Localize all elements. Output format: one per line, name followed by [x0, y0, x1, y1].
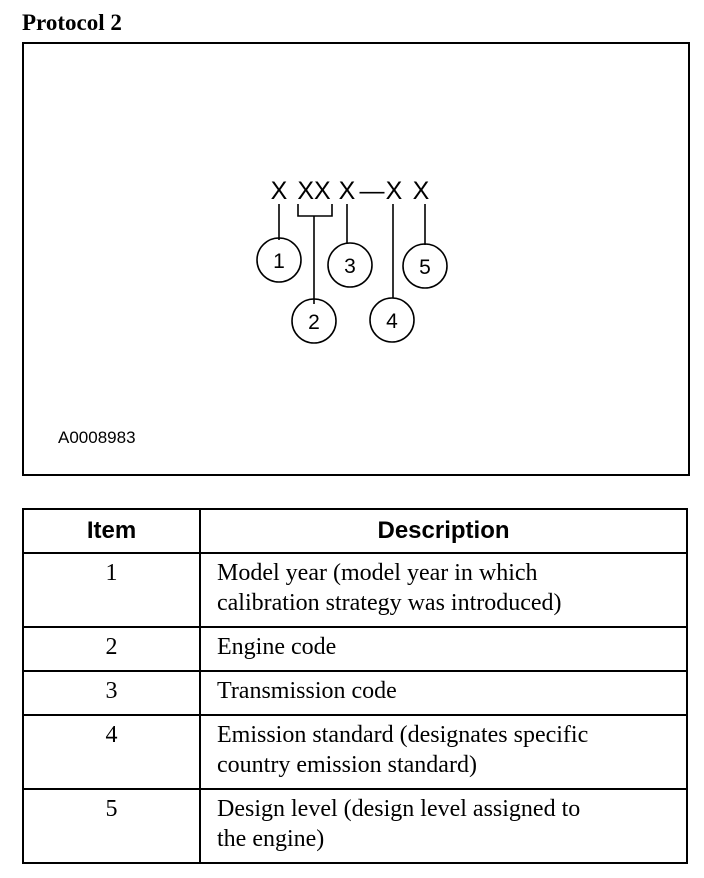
- code-char-5: X: [412, 177, 430, 205]
- table-row: [23, 715, 687, 789]
- item-number: 4: [23, 715, 200, 789]
- code-char-3: X: [338, 177, 356, 205]
- item-number: 2: [23, 627, 200, 671]
- bracket-2: [298, 204, 332, 216]
- code-char-2: XX: [297, 177, 331, 205]
- description-line: Design level (design level assigned to: [217, 796, 581, 822]
- table-row: [23, 671, 687, 715]
- description-line: Transmission code: [217, 678, 397, 704]
- description-table: [22, 508, 688, 864]
- table-row: [23, 789, 687, 863]
- item-number: 3: [23, 671, 200, 715]
- vin-code-figure: [22, 42, 690, 476]
- description-line: Model year (model year in which: [217, 560, 538, 586]
- table-header-row: [23, 509, 687, 553]
- item-description: [200, 553, 687, 627]
- table-row: [23, 627, 687, 671]
- callout-number-1: 1: [273, 250, 285, 273]
- description-line: calibration strategy was introduced): [217, 590, 562, 616]
- figure-id: A0008983: [58, 428, 136, 447]
- item-number: 1: [23, 553, 200, 627]
- description-line: Engine code: [217, 634, 337, 660]
- code-diagram: [24, 44, 688, 474]
- item-number: 5: [23, 789, 200, 863]
- callout-number-3: 3: [344, 255, 356, 278]
- table-row: [23, 553, 687, 627]
- item-description: [200, 671, 687, 715]
- description-line: Emission standard (designates specific: [217, 722, 589, 748]
- code-dash: —: [359, 177, 385, 205]
- page-title: Protocol 2: [22, 10, 122, 35]
- item-description: [200, 627, 687, 671]
- callout-number-5: 5: [419, 256, 431, 279]
- callout-number-4: 4: [386, 310, 398, 333]
- callout-number-2: 2: [308, 311, 320, 334]
- item-description: [200, 789, 687, 863]
- code-char-1: X: [270, 177, 288, 205]
- description-line: country emission standard): [217, 752, 477, 778]
- item-description: [200, 715, 687, 789]
- header-item: Item: [23, 509, 200, 553]
- code-char-4: X: [385, 177, 403, 205]
- header-description: Description: [200, 509, 687, 553]
- description-line: the engine): [217, 826, 325, 852]
